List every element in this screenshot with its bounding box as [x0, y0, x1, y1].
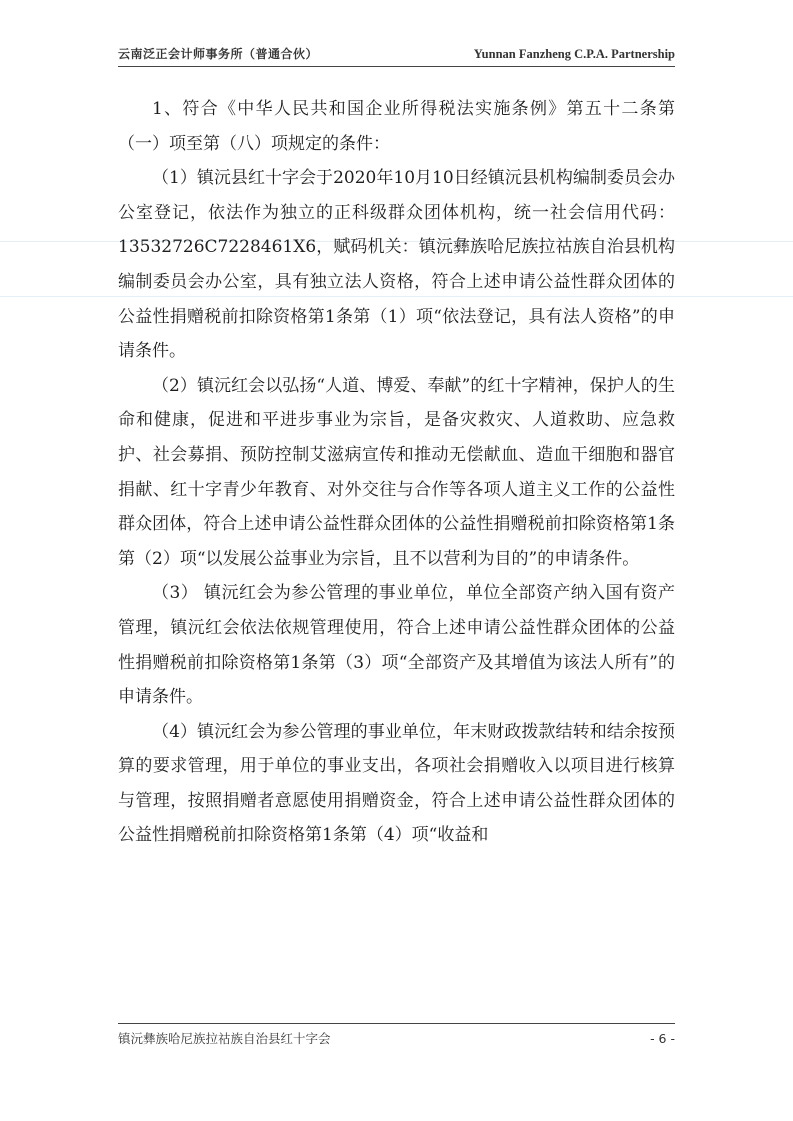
- footer-organization: 镇沅彝族哈尼族拉祜族自治县红十字会: [118, 1031, 331, 1046]
- paragraph-item-1: （1）镇沅县红十字会于2020年10月10日经镇沅县机构编制委员会办公室登记，依法作为独立的正科级群众团体机构，统一社会信用代码：13532726C7228461X6，赋码机关：镇沅彝族哈尼族拉祜族自治县机构编制委员会办公室，具有独立法人资格，符合上述申请公益性群众团体的公益性捐赠税前扣除资格第1条第（1）项“依法登记，具有法人资格”的申请条件。: [118, 168, 675, 362]
- document-body: [118, 92, 675, 853]
- paragraph-item-2: （2）镇沅红会以弘扬“人道、博爱、奉献”的红十字精神，保护人的生命和健康，促进和平进步事业为宗旨，是备灾救灾、人道救助、应急救护、社会募捐、预防控制艾滋病宣传和推动无偿献血、造血干细胞和器官捐献、红十字青少年教育、对外交往与合作等各项人道主义工作的公益性群众团体，符合上述申请公益性群众团体的公益性捐赠税前扣除资格第1条第（2）项“以发展公益事业为宗旨，且不以营利为目的”的申请条件。: [118, 375, 675, 569]
- paragraph-item-4: （4）镇沅红会为参公管理的事业单位，年末财政拨款结转和结余按预算的要求管理，用于单位的事业支出，各项社会捐赠收入以项目进行核算与管理，按照捐赠者意愿使用捐赠资金，符合上述申请公益性群众团体的公益性捐赠税前扣除资格第1条第（4）项“收益和: [118, 721, 675, 846]
- page-number: - 6 -: [650, 1030, 675, 1046]
- intro-paragraph: 1、符合《中华人民共和国企业所得税法实施条例》第五十二条第（一）项至第（八）项规定的条件：: [118, 99, 675, 154]
- page-footer: [118, 1028, 675, 1048]
- header-divider: [118, 66, 675, 67]
- page-header: [118, 38, 675, 62]
- header-firm-name-en: Yunnan Fanzheng C.P.A. Partnership: [473, 47, 675, 61]
- footer-divider: [118, 1023, 675, 1024]
- paragraph-item-3: （3） 镇沅红会为参公管理的事业单位，单位全部资产纳入国有资产管理，镇沅红会依法依规管理使用，符合上述申请公益性群众团体的公益性捐赠税前扣除资格第1条第（3）项“全部资产及其增值为该法人所有”的申请条件。: [118, 583, 675, 708]
- header-firm-name-cn: 云南泛正会计师事务所（普通合伙）: [118, 47, 319, 61]
